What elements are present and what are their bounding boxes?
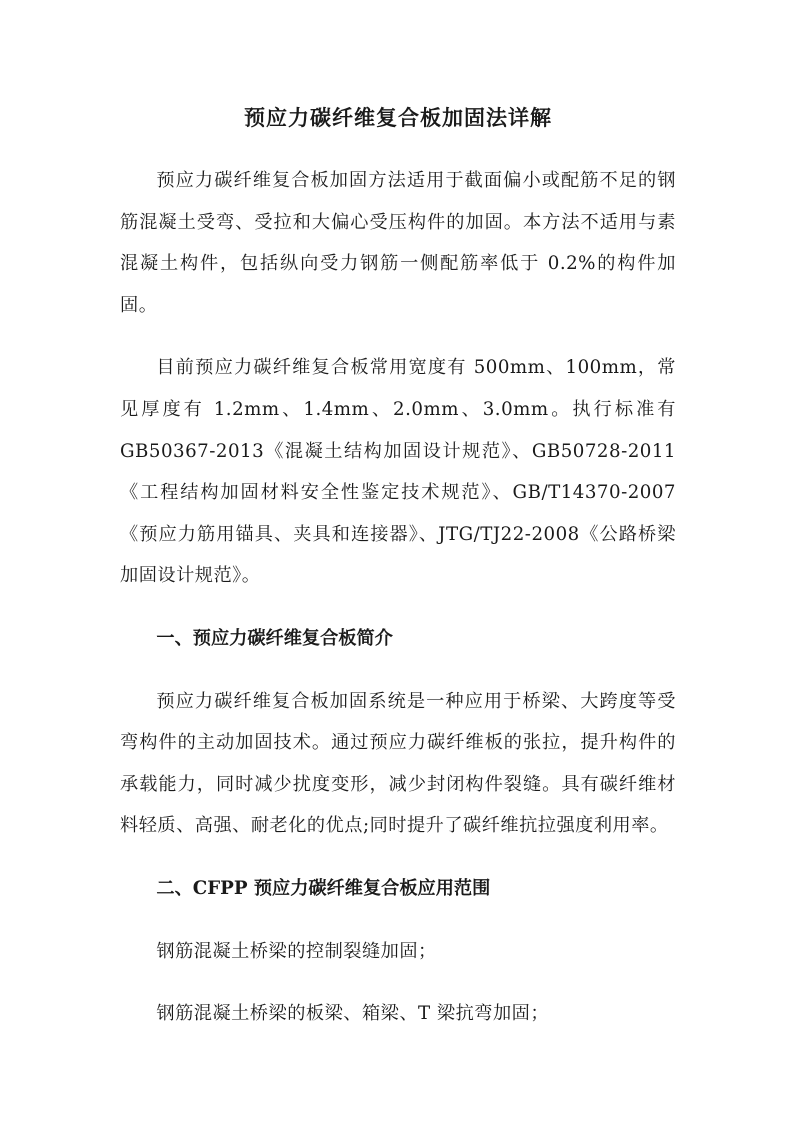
section-2-heading: 二、CFPP 预应力碳纤维复合板应用范围 [156,877,491,899]
spacer [120,972,676,993]
document-page [120,96,676,1035]
spacer [120,660,676,681]
section-1-heading: 一、预应力碳纤维复合板简介 [156,627,393,649]
section-1-paragraph: 预应力碳纤维复合板加固系统是一种应用于桥梁、大跨度等受弯构件的主动加固技术。通过预应力碳纤维板的张拉，提升构件的承载能力，同时减少扰度变形，减少封闭构件裂缝。具有碳纤维材料轻质、高强、耐老化的优点;同时提升了碳纤维抗拉强度利用率。 [120,690,676,837]
spacer [120,847,676,868]
document-title: 预应力碳纤维复合板加固法详解 [244,105,552,130]
section-2-item-1: 钢筋混凝土桥梁的控制裂缝加固； [156,940,437,962]
intro-paragraph-1: 预应力碳纤维复合板加固方法适用于截面偏小或配筋不足的钢筋混凝土受弯、受拉和大偏心受压构件的加固。本方法不适用与素混凝土构件，包括纵向受力钢筋一侧配筋率低于 0.2%的构件加固。 [120,170,676,316]
section-2-item-2: 钢筋混凝土桥梁的板梁、箱梁、T 梁抗弯加固； [156,1003,550,1025]
spacer [120,597,676,618]
spacer [120,140,676,160]
intro-paragraph-2: 目前预应力碳纤维复合板常用宽度有 500mm、100mm，常见厚度有 1.2mm、1.4mm、2.0mm、3.0mm。执行标准有 GB50367-2013《混凝土结构加固设计规范》、GB50728-2011《工程结构加固材料安全性鉴定技术规范》、GB/T14370-2007《预应力筋用锚具、夹具和连接器》、JTG/TJ22-2008《公路桥梁加固设计规范》。 [120,357,676,587]
spacer [120,910,676,931]
spacer [120,326,676,347]
